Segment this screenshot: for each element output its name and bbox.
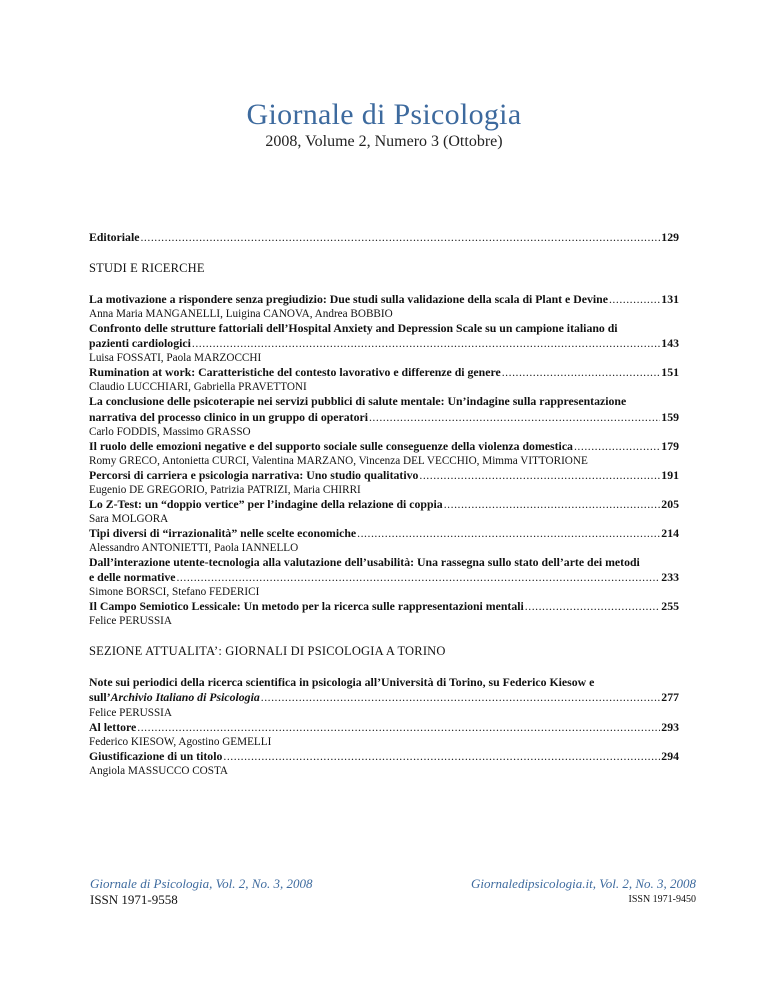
entry-title: Al lettore xyxy=(89,719,137,734)
entry-title-line: Dall’interazione utente-tecnologia alla valutazione dell’usabilità: Una rassegna sullo stato dell’arte dei metodi xyxy=(89,555,640,570)
entry-title: Percorsi di carriera e psicologia narrativa: Uno studio qualitativo xyxy=(89,467,419,482)
journal-italic-title: Archivio Italiano di Psicologia xyxy=(110,690,260,705)
entry-title: Tipi diversi di “irrazionalità” nelle scelte economiche xyxy=(89,525,357,540)
entry-authors: Claudio LUCCHIARI, Gabriella PRAVETTONI xyxy=(89,381,307,394)
footer-issn: ISSN 1971-9450 xyxy=(628,894,696,905)
toc-entry[interactable] xyxy=(89,439,679,468)
entry-title: La motivazione a rispondere senza pregiudizio: Due studi sulla validazione della scala di Plant e Devine xyxy=(89,292,608,307)
dot-leader xyxy=(525,599,661,614)
entry-title: Editoriale xyxy=(89,230,140,244)
dot-leader xyxy=(609,292,660,307)
entry-title: pazienti cardiologici xyxy=(89,336,191,351)
page-number: 151 xyxy=(661,365,679,380)
dot-leader xyxy=(176,570,660,585)
entry-title: Rumination at work: Caratteristiche del contesto lavorativo e differenze di genere xyxy=(89,365,501,380)
entry-authors: Angiola MASSUCCO COSTA xyxy=(89,764,228,777)
page-number: 205 xyxy=(661,496,679,511)
table-of-contents xyxy=(89,230,679,778)
page-number: 293 xyxy=(661,719,679,734)
entry-title: Il ruolo delle emozioni negative e del supporto sociale sulle conseguenze della violenza domestica xyxy=(89,438,573,453)
dot-leader xyxy=(574,439,660,454)
toc-entry[interactable] xyxy=(89,675,679,719)
toc-entry[interactable] xyxy=(89,749,679,778)
toc-entry-editorial[interactable] xyxy=(89,230,679,245)
entry-title: narrativa del processo clinico in un gruppo di operatori xyxy=(89,409,368,424)
page-number: 233 xyxy=(661,570,679,585)
footer-website-name: Giornaledipsicologia.it xyxy=(471,876,593,891)
page-number: 143 xyxy=(661,336,679,351)
footer-right: Giornaledipsicologia.it, Vol. 2, No. 3, 2008 ISSN 1971-9450 xyxy=(471,876,696,908)
page-number: 129 xyxy=(661,230,679,244)
footer-left: Giornale di Psicologia, Vol. 2, No. 3, 2008 ISSN 1971-9558 xyxy=(90,876,313,907)
page-number: 255 xyxy=(661,599,679,614)
entry-authors: Alessandro ANTONIETTI, Paola IANNELLO xyxy=(89,542,299,555)
toc-entry[interactable] xyxy=(89,292,679,321)
toc-entry[interactable] xyxy=(89,321,679,365)
entry-authors: Carlo FODDIS, Massimo GRASSO xyxy=(89,425,251,438)
toc-entry[interactable] xyxy=(89,394,679,438)
dot-leader xyxy=(419,468,660,483)
entry-authors: Federico KIESOW, Agostino GEMELLI xyxy=(89,735,272,748)
toc-entry[interactable] xyxy=(89,720,679,749)
dot-leader xyxy=(137,720,660,735)
entry-title-line: Confronto delle strutture fattoriali dell’Hospital Anxiety and Depression Scale su un campione italiano di xyxy=(89,321,618,336)
entry-authors: Felice PERUSSIA xyxy=(89,706,172,719)
toc-entry[interactable] xyxy=(89,599,679,628)
section-studi-list xyxy=(89,292,679,628)
page-number: 179 xyxy=(661,438,679,453)
entry-title: Lo Z-Test: un “doppio vertice” per l’indagine della relazione di coppia xyxy=(89,496,443,511)
entry-authors: Luisa FOSSATI, Paola MARZOCCHI xyxy=(89,352,262,365)
toc-entry[interactable] xyxy=(89,526,679,555)
entry-authors: Sara MOLGORA xyxy=(89,512,169,525)
entry-title: e delle normative xyxy=(89,570,176,585)
dot-leader xyxy=(140,230,660,245)
entry-title-last: sull’Archivio Italiano di Psicologia xyxy=(89,690,260,705)
entry-authors: Eugenio DE GREGORIO, Patrizia PATRIZI, Maria CHIRRI xyxy=(89,483,361,496)
toc-entry[interactable] xyxy=(89,555,679,599)
section-attualita-list xyxy=(89,675,679,777)
issue-info: 2008, Volume 2, Numero 3 (Ottobre) xyxy=(265,133,503,150)
page-number: 214 xyxy=(661,525,679,540)
entry-title-line: La conclusione delle psicoterapie nei servizi pubblici di salute mentale: Un’indagine sulla rappresentazione xyxy=(89,394,627,409)
entry-title: Il Campo Semiotico Lessicale: Un metodo per la ricerca sulle rappresentazioni mentali xyxy=(89,599,524,614)
footer-issn: ISSN 1971-9558 xyxy=(90,892,178,907)
page-number: 277 xyxy=(661,690,679,705)
footer-journal-name: Giornale di Psicologia xyxy=(90,876,210,891)
entry-authors: Simone BORSCI, Stefano FEDERICI xyxy=(89,586,260,599)
entry-authors: Felice PERUSSIA xyxy=(89,615,172,628)
page-header xyxy=(0,98,768,152)
page-number: 159 xyxy=(661,409,679,424)
entry-title-line: Note sui periodici della ricerca scientifica in psicologia all’Università di Torino, su Federico Kiesow e xyxy=(89,675,595,690)
journal-title: Giornale di Psicologia xyxy=(246,98,522,131)
entry-authors: Romy GRECO, Antonietta CURCI, Valentina MARZANO, Vincenza DEL VECCHIO, Mimma VITTORIONE xyxy=(89,454,588,467)
entry-authors: Anna Maria MANGANELLI, Luigina CANOVA, Andrea BOBBIO xyxy=(89,308,393,321)
section-heading-attualita: SEZIONE ATTUALITA’: GIORNALI DI PSICOLOGIA A TORINO xyxy=(89,644,446,659)
dot-leader xyxy=(261,690,661,705)
page-number: 294 xyxy=(661,748,679,763)
dot-leader xyxy=(357,526,660,541)
page-number: 131 xyxy=(661,292,679,307)
entry-title: Giustificazione di un titolo xyxy=(89,748,223,763)
dot-leader xyxy=(502,365,661,380)
toc-entry[interactable] xyxy=(89,497,679,526)
page-number: 191 xyxy=(661,467,679,482)
dot-leader xyxy=(223,749,660,764)
dot-leader xyxy=(369,410,660,425)
dot-leader xyxy=(444,497,661,512)
toc-entry[interactable] xyxy=(89,468,679,497)
toc-entry[interactable] xyxy=(89,365,679,394)
section-heading-studi: STUDI E RICERCHE xyxy=(89,261,205,276)
dot-leader xyxy=(192,336,660,351)
